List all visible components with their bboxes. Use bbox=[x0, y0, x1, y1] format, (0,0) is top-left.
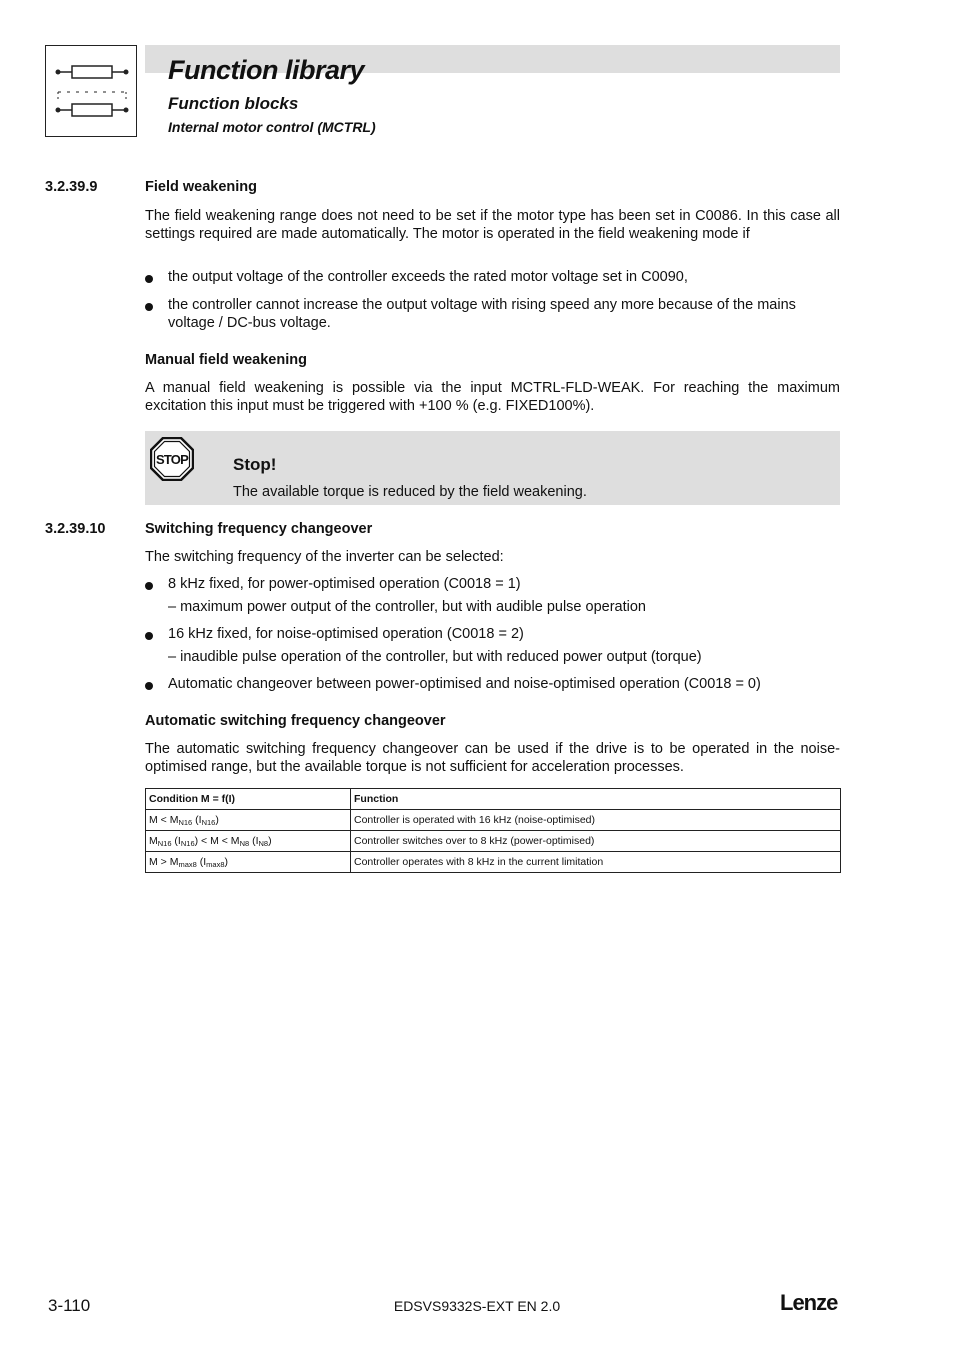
brand-logo: Lenze bbox=[780, 1290, 838, 1315]
field-weakening-intro: The field weakening range does not need to be set if the motor type has been set in C0086. In this case all settings required are made automatically. The motor is operated in the field weakening mode if bbox=[145, 208, 840, 242]
list-item-text: the output voltage of the controller exceeds the rated motor voltage set in C0090, bbox=[168, 269, 688, 285]
table-cell-condition: $M > M_{max8}$ $(I_{max8})$ bbox=[146, 852, 351, 873]
bullet-icon bbox=[145, 682, 153, 690]
table-cell-condition: $M < M_{N16}$ $(I_{N16})$ bbox=[146, 810, 351, 831]
section-number-field-weakening: 3.2.39.9 bbox=[45, 179, 98, 195]
page-subtitle: Function blocks bbox=[168, 94, 299, 113]
list-item-text: Automatic changeover between power-optimised and noise-optimised operation (C0018 = 0) bbox=[168, 676, 761, 692]
section-title-switching-frequency: Switching frequency changeover bbox=[145, 521, 373, 537]
auto-switching-heading: Automatic switching frequency changeover bbox=[145, 713, 446, 729]
manual-field-weakening-text: A manual field weakening is possible via the input MCTRL-FLD-WEAK. For reaching the maximum excitation this input must be triggered with +100 % (e.g. FIXED100%). bbox=[145, 380, 840, 414]
bullet-icon bbox=[145, 275, 153, 283]
list-item-text: the controller cannot increase the output voltage with rising speed any more because of the mains voltage / DC-bus voltage. bbox=[168, 297, 796, 331]
stop-sign-icon bbox=[150, 437, 194, 481]
page-title: Function library bbox=[168, 55, 365, 85]
table-cell-function: Controller switches over to 8 kHz (power-optimised) bbox=[351, 831, 841, 852]
stop-icon-label: STOP bbox=[156, 452, 188, 467]
list-item-subtext: – maximum power output of the controller, but with audible pulse operation bbox=[168, 599, 646, 615]
function-block-icon bbox=[46, 46, 138, 138]
section-number-switching-frequency: 3.2.39.10 bbox=[45, 521, 106, 537]
bullet-icon bbox=[145, 582, 153, 590]
switching-frequency-intro: The switching frequency of the inverter can be selected: bbox=[145, 549, 504, 565]
switching-frequency-table bbox=[145, 788, 841, 873]
table-row bbox=[146, 810, 841, 831]
page-subsubtitle: Internal motor control (MCTRL) bbox=[168, 119, 376, 135]
section-title-field-weakening: Field weakening bbox=[145, 179, 257, 195]
table-header-function: Function bbox=[351, 789, 841, 810]
table-header-condition: Condition M = f(I) bbox=[146, 789, 351, 810]
stop-text: The available torque is reduced by the field weakening. bbox=[233, 484, 587, 500]
manual-field-weakening-heading: Manual field weakening bbox=[145, 352, 307, 368]
function-block-logo bbox=[45, 45, 137, 137]
table-cell-condition: $M_{N16}$ $(I_{N16}) < M < M_{N8}$ $(I_{N8})$ bbox=[146, 831, 351, 852]
table-row bbox=[146, 852, 841, 873]
list-item-text: 8 kHz fixed, for power-optimised operation (C0018 = 1) bbox=[168, 576, 521, 592]
table-header-row bbox=[146, 789, 841, 810]
document-reference: EDSVS9332S-EXT EN 2.0 bbox=[393, 1298, 561, 1314]
table-cell-function: Controller is operated with 16 kHz (noise-optimised) bbox=[351, 810, 841, 831]
list-item-text: 16 kHz fixed, for noise-optimised operation (C0018 = 2) bbox=[168, 626, 524, 642]
table-cell-function: Controller operates with 8 kHz in the current limitation bbox=[351, 852, 841, 873]
stop-title: Stop! bbox=[233, 455, 277, 474]
page-number: 3-110 bbox=[48, 1296, 91, 1315]
table-row bbox=[146, 831, 841, 852]
bullet-icon bbox=[145, 632, 153, 640]
bullet-icon bbox=[145, 303, 153, 311]
auto-switching-text: The automatic switching frequency changeover can be used if the drive is to be operated in the noise-optimised range, but the available torque is not sufficient for acceleration processes. bbox=[145, 741, 840, 775]
list-item-subtext: – inaudible pulse operation of the controller, but with reduced power output (torque) bbox=[168, 649, 702, 665]
